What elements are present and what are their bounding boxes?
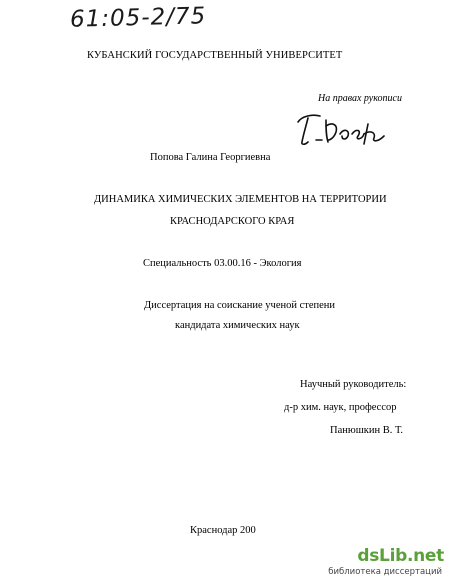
watermark: [328, 546, 450, 582]
thesis-title-line-1: ДИНАМИКА ХИМИЧЕСКИХ ЭЛЕМЕНТОВ НА ТЕРРИТОРИИ: [94, 194, 387, 205]
supervisor-title: д-р хим. наук, профессор: [284, 402, 397, 413]
watermark-caption: библиотека диссертаций: [328, 567, 442, 577]
specialty: Специальность 03.00.16 - Экология: [143, 258, 302, 269]
author-name: Попова Галина Георгиевна: [150, 152, 271, 163]
thesis-title-line-2: КРАСНОДАРСКОГО КРАЯ: [170, 216, 295, 227]
supervisor-label: Научный руководитель:: [300, 379, 407, 390]
degree-line-2: кандидата химических наук: [175, 320, 300, 331]
supervisor-name: Панюшкин В. Т.: [330, 425, 403, 436]
manuscript-note: На правах рукописи: [318, 93, 402, 104]
degree-line-1: Диссертация на соискание ученой степени: [144, 300, 336, 311]
university-name: КУБАНСКИЙ ГОСУДАРСТВЕННЫЙ УНИВЕРСИТЕТ: [87, 50, 343, 61]
city-year: Краснодар 200: [190, 525, 256, 536]
watermark-site: dsLib.net: [357, 546, 444, 566]
catalog-stamp: 61:05-2/75: [69, 3, 207, 33]
handwritten-signature: [292, 104, 392, 148]
